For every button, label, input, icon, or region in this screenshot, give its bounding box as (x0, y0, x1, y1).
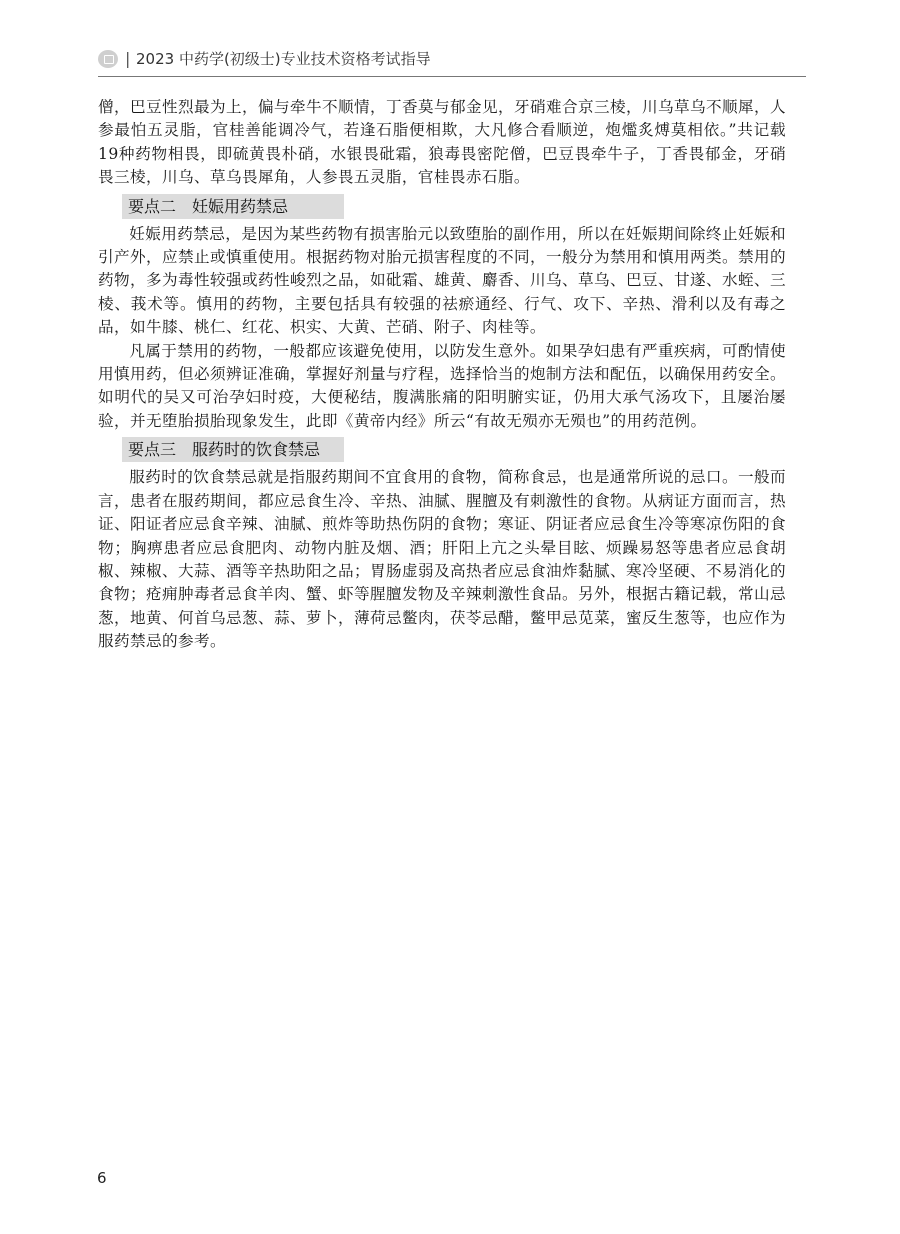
page-content (98, 96, 786, 654)
section-heading-pregnancy: 要点二 妊娠用药禁忌 (122, 194, 344, 219)
header-title: 2023 中药学(初级士)专业技术资格考试指导 (136, 50, 431, 68)
intro-paragraph: 僧，巴豆性烈最为上，偏与牵牛不顺情，丁香莫与郁金见，牙硝难合京三棱，川乌草乌不顺犀，人参最怕五灵脂，官桂善能调冷气，若逢石脂便相欺，大凡修合看顺逆，炮爁炙煿莫相依。”共记载19种药物相畏，即硫黄畏朴硝，水银畏砒霜，狼毒畏密陀僧，巴豆畏牵牛子，丁香畏郁金，牙硝畏三棱，川乌、草乌畏犀角，人参畏五灵脂，官桂畏赤石脂。 (98, 98, 786, 187)
header-separator: | (125, 49, 131, 68)
pregnancy-paragraph-1: 妊娠用药禁忌，是因为某些药物有损害胎元以致堕胎的副作用，所以在妊娠期间除终止妊娠和引产外，应禁止或慎重使用。根据药物对胎元损害程度的不同，一般分为禁用和慎用两类。禁用的药物，多为毒性较强或药性峻烈之品，如砒霜、雄黄、麝香、川乌、草乌、巴豆、甘遂、水蛭、三棱、莪术等。慎用的药物，主要包括具有较强的祛瘀通经、行气、攻下、辛热、滑利以及有毒之品，如牛膝、桃仁、红花、枳实、大黄、芒硝、附子、肉桂等。 (98, 224, 786, 337)
pregnancy-paragraph-2: 凡属于禁用的药物，一般都应该避免使用，以防发生意外。如果孕妇患有严重疾病，可酌情使用慎用药，但必须辨证准确，掌握好剂量与疗程，选择恰当的炮制方法和配伍，以确保用药安全。如明代的吴又可治孕妇时疫，大便秘结，腹满胀痛的阳明腑实证，仍用大承气汤攻下，且屡治屡验，并无堕胎损胎现象发生，此即《黄帝内经》所云“有故无殒亦无殒也”的用药范例。 (98, 341, 786, 430)
book-logo-icon (98, 50, 118, 68)
running-header (0, 0, 900, 78)
page-number: 6 (97, 1169, 107, 1187)
section-heading-diet: 要点三 服药时的饮食禁忌 (122, 437, 344, 462)
diet-paragraph-1: 服药时的饮食禁忌就是指服药期间不宜食用的食物，简称食忌，也是通常所说的忌口。一般而言，患者在服药期间，都应忌食生冷、辛热、油腻、腥膻及有刺激性的食物。从病证方面而言，热证、阳证者应忌食辛辣、油腻、煎炸等助热伤阴的食物；寒证、阴证者应忌食生冷等寒凉伤阳的食物；胸痹患者应忌食肥肉、动物内脏及烟、酒；肝阳上亢之头晕目眩、烦躁易怒等患者应忌食胡椒、辣椒、大蒜、酒等辛热助阳之品；胃肠虚弱及高热者应忌食油炸黏腻、寒冷坚硬、不易消化的食物；疮痈肿毒者忌食羊肉、蟹、虾等腥膻发物及辛辣刺激性食品。另外，根据古籍记载，常山忌葱，地黄、何首乌忌葱、蒜、萝卜，薄荷忌鳖肉，茯苓忌醋，鳖甲忌苋菜，蜜反生葱等，也应作为服药禁忌的参考。 (98, 468, 786, 651)
header-rule (98, 76, 806, 77)
